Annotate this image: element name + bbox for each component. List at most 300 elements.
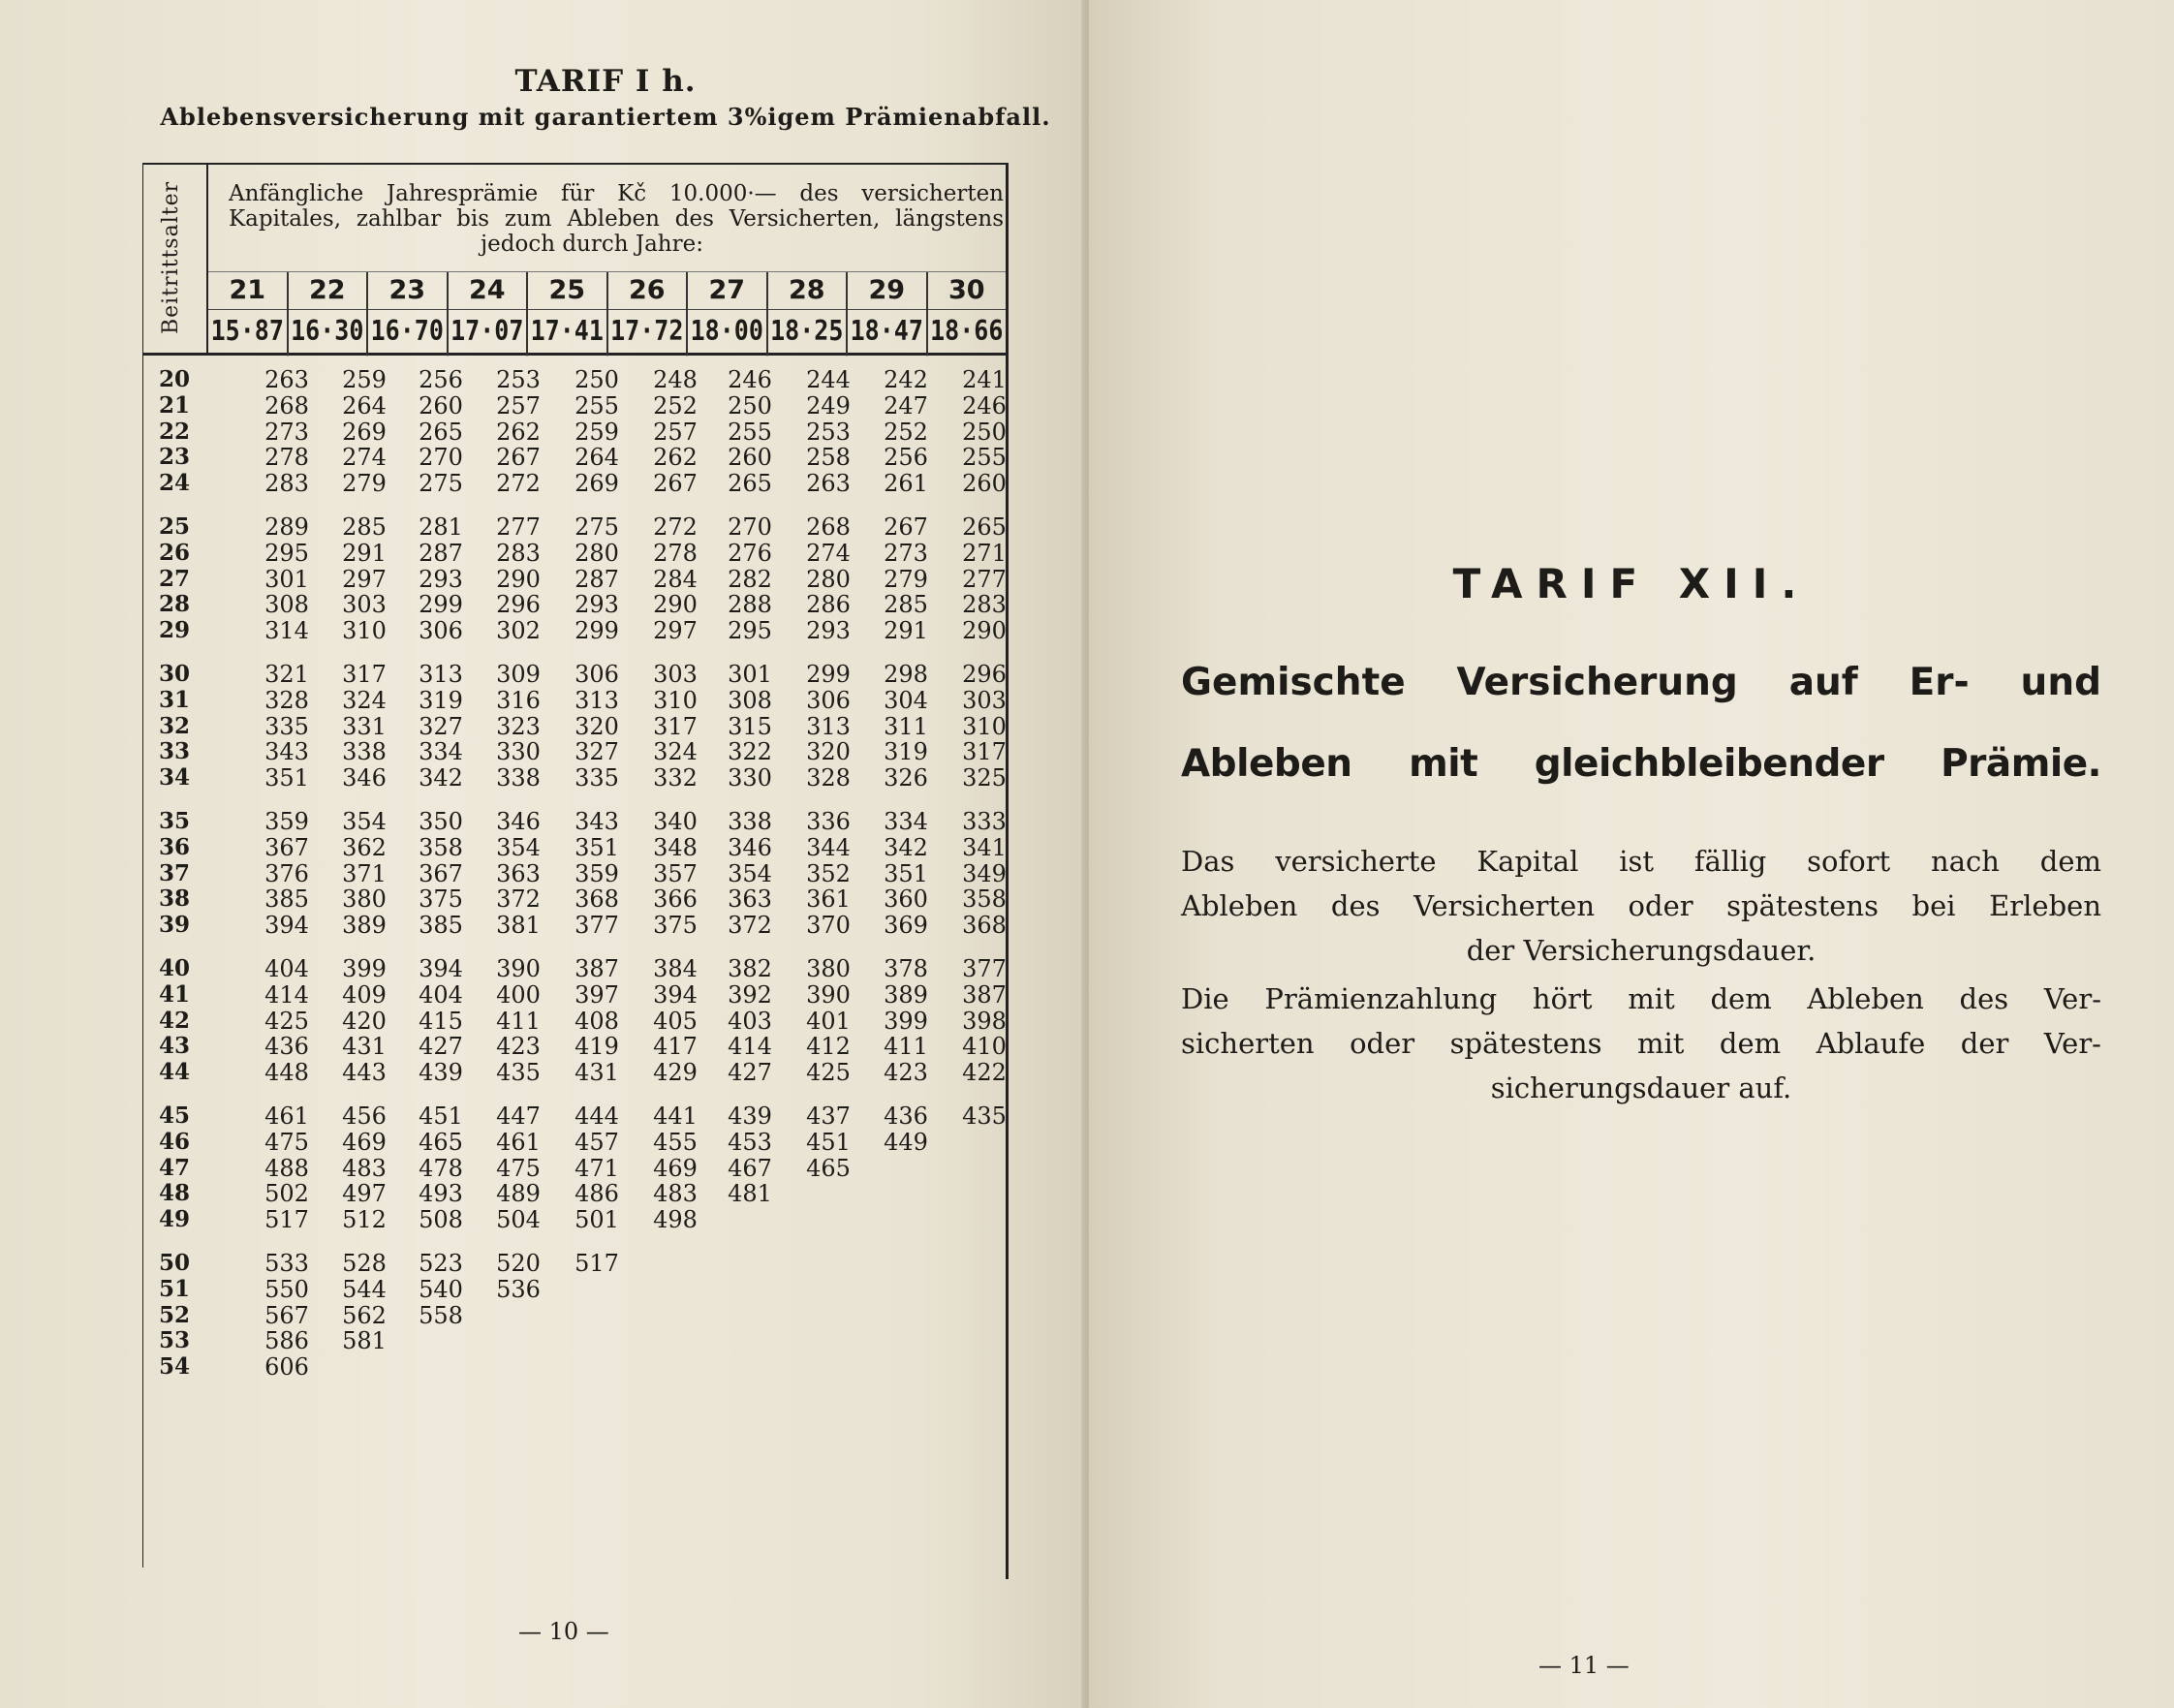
premium-value: 255 [962, 444, 1007, 472]
premium-value: 471 [575, 1154, 619, 1182]
premium-value: 261 [884, 470, 928, 498]
entry-age: 27 [158, 565, 190, 592]
premium-value: 277 [962, 565, 1007, 593]
premium-value: 417 [653, 1033, 698, 1061]
entry-age: 44 [158, 1059, 190, 1086]
premium-value: 384 [653, 955, 698, 982]
premium-value: 504 [496, 1206, 541, 1234]
premium-value: 350 [419, 808, 463, 835]
premium-value: 517 [575, 1250, 619, 1277]
premium-value: 497 [342, 1180, 387, 1208]
premium-value: 385 [419, 912, 463, 940]
premium-value: 275 [419, 470, 463, 498]
premium-value: 287 [575, 565, 619, 593]
premium-value: 381 [496, 912, 541, 940]
premium-value: 268 [264, 391, 309, 419]
premium-value: 321 [264, 661, 309, 688]
entry-age: 26 [158, 539, 190, 566]
entry-age: 49 [158, 1206, 190, 1233]
premium-value: 342 [419, 764, 463, 792]
premium-value: 299 [575, 617, 619, 645]
premium-value: 269 [342, 418, 387, 446]
premium-value: 389 [884, 980, 928, 1009]
premium-value: 483 [653, 1180, 698, 1208]
premium-value: 401 [806, 1007, 851, 1035]
premium-value: 320 [806, 738, 851, 766]
premium-value: 260 [962, 470, 1007, 498]
premium-value: 336 [806, 808, 851, 835]
premium-value: 328 [264, 686, 309, 714]
premium-value: 313 [575, 686, 619, 714]
premium-value: 276 [728, 539, 772, 567]
premium-value: 306 [806, 686, 851, 714]
premium-value: 351 [884, 859, 928, 887]
entry-age: 21 [158, 391, 190, 419]
premium-value: 244 [806, 366, 851, 393]
premium-value: 287 [419, 539, 463, 567]
premium-value: 334 [419, 738, 463, 766]
premium-value: 257 [496, 391, 541, 419]
premium-value: 310 [962, 712, 1007, 740]
premium-value: 361 [806, 885, 851, 914]
premium-value: 315 [728, 712, 772, 740]
premium-value: 328 [806, 764, 851, 792]
premium-value: 316 [496, 686, 541, 714]
premium-value: 270 [419, 444, 463, 472]
premium-value: 242 [884, 366, 928, 393]
premium-value: 267 [653, 470, 698, 498]
premium-value: 250 [962, 418, 1007, 446]
premium-value: 382 [728, 955, 772, 982]
year-header: 24 [447, 272, 527, 309]
page-number: — 10 — [518, 1618, 609, 1645]
premium-value: 354 [496, 833, 541, 861]
premium-value: 408 [575, 1007, 619, 1035]
premium-value: 488 [264, 1154, 309, 1182]
entry-age: 33 [158, 738, 190, 765]
entry-age: 20 [158, 366, 190, 392]
entry-age: 35 [158, 808, 190, 834]
premium-value: 363 [728, 885, 772, 914]
premium-value: 481 [728, 1180, 772, 1208]
premium-value: 352 [806, 859, 851, 887]
year-header: 29 [846, 272, 926, 309]
entry-age: 29 [158, 617, 190, 644]
premium-value: 330 [728, 764, 772, 792]
premium-value: 272 [496, 470, 541, 498]
premium-value: 385 [264, 885, 309, 914]
entry-age: 52 [158, 1301, 190, 1328]
premium-value: 451 [806, 1128, 851, 1156]
premium-value: 380 [806, 955, 851, 982]
premium-value: 370 [806, 912, 851, 940]
premium-value: 290 [496, 565, 541, 593]
premium-value: 528 [342, 1250, 387, 1277]
premium-value: 483 [342, 1154, 387, 1182]
premium-value: 606 [264, 1353, 309, 1382]
premium-value: 340 [653, 808, 698, 835]
premium-value: 293 [575, 591, 619, 619]
premium-value: 469 [653, 1154, 698, 1182]
premium-value: 275 [575, 513, 619, 541]
premium-value: 411 [884, 1033, 928, 1061]
premium-value: 344 [806, 833, 851, 861]
premium-value: 399 [342, 955, 387, 982]
premium-value: 371 [342, 859, 387, 887]
premium-value: 285 [342, 513, 387, 541]
premium-value: 425 [806, 1059, 851, 1087]
premium-value: 397 [575, 980, 619, 1009]
premium-value: 270 [728, 513, 772, 541]
premium-value: 260 [728, 444, 772, 472]
premium-value: 309 [496, 661, 541, 688]
premium-value: 334 [884, 808, 928, 835]
paragraph-line: sicherungsdauer auf. [1490, 1071, 1792, 1104]
table-top-rule [142, 163, 1009, 165]
premium-value: 469 [342, 1128, 387, 1156]
premium-value: 550 [264, 1275, 309, 1303]
premium-value: 439 [419, 1059, 463, 1087]
premium-value: 437 [806, 1102, 851, 1130]
factor-cell: 18·25 [766, 307, 847, 357]
premium-value: 351 [575, 833, 619, 861]
premium-value: 360 [884, 885, 928, 914]
premium-value: 263 [806, 470, 851, 498]
entry-age: 50 [158, 1250, 190, 1276]
premium-value: 387 [575, 955, 619, 982]
year-header: 27 [686, 272, 766, 309]
premium-value: 304 [884, 686, 928, 714]
premium-value: 258 [806, 444, 851, 472]
premium-value: 303 [653, 661, 698, 688]
entry-age: 38 [158, 885, 190, 913]
premium-value: 536 [496, 1275, 541, 1303]
paragraph-line: der Versicherungsdauer. [1466, 934, 1817, 967]
tarif-title: TARIF I h. [514, 64, 697, 99]
premium-value: 301 [728, 661, 772, 688]
premium-value: 390 [496, 955, 541, 982]
premium-value: 436 [884, 1102, 928, 1130]
premium-value: 342 [884, 833, 928, 861]
premium-value: 255 [728, 418, 772, 446]
premium-value: 289 [264, 513, 309, 541]
premium-value: 280 [806, 565, 851, 593]
premium-value: 283 [264, 470, 309, 498]
premium-value: 257 [653, 418, 698, 446]
premium-value: 319 [884, 738, 928, 766]
entry-age: 45 [158, 1102, 190, 1129]
premium-value: 291 [884, 617, 928, 645]
entry-age: 43 [158, 1033, 190, 1060]
premium-value: 423 [884, 1059, 928, 1087]
entry-age: 53 [158, 1327, 190, 1354]
premium-value: 253 [806, 418, 851, 446]
premium-value: 399 [884, 1007, 928, 1035]
premium-value: 317 [342, 661, 387, 688]
premium-value: 278 [653, 539, 698, 567]
premium-value: 341 [962, 833, 1007, 861]
premium-value: 282 [728, 565, 772, 593]
premium-value: 303 [962, 686, 1007, 714]
premium-value: 455 [653, 1128, 698, 1156]
premium-value: 271 [962, 539, 1007, 567]
premium-value: 256 [884, 444, 928, 472]
premium-value: 280 [575, 539, 619, 567]
premium-value: 320 [575, 712, 619, 740]
premium-value: 443 [342, 1059, 387, 1087]
premium-value: 343 [575, 808, 619, 835]
premium-value: 277 [496, 513, 541, 541]
premium-value: 465 [806, 1154, 851, 1182]
entry-age: 48 [158, 1180, 190, 1207]
premium-value: 429 [653, 1059, 698, 1087]
premium-value: 410 [962, 1033, 1007, 1061]
entry-age: 23 [158, 444, 190, 471]
premium-value: 299 [419, 591, 463, 619]
premium-value: 281 [419, 513, 463, 541]
premium-value: 284 [653, 565, 698, 593]
premium-value: 377 [575, 912, 619, 940]
premium-value: 308 [264, 591, 309, 619]
premium-value: 467 [728, 1154, 772, 1182]
premium-value: 256 [419, 366, 463, 393]
premium-value: 363 [496, 859, 541, 887]
table-left-rule [142, 163, 143, 1568]
premium-value: 343 [264, 738, 309, 766]
premium-value: 436 [264, 1033, 309, 1061]
premium-value: 412 [806, 1033, 851, 1061]
premium-value: 265 [728, 470, 772, 498]
premium-value: 314 [264, 617, 309, 645]
premium-value: 302 [496, 617, 541, 645]
premium-value: 338 [728, 808, 772, 835]
premium-value: 313 [806, 712, 851, 740]
premium-value: 290 [962, 617, 1007, 645]
entry-age: 36 [158, 833, 190, 860]
entry-age: 28 [158, 591, 190, 618]
premium-value: 501 [575, 1206, 619, 1234]
premium-value: 325 [962, 764, 1007, 792]
premium-value: 273 [884, 539, 928, 567]
premium-value: 279 [342, 470, 387, 498]
premium-value: 252 [653, 391, 698, 419]
premium-value: 431 [342, 1033, 387, 1061]
premium-value: 368 [575, 885, 619, 914]
entry-age: 24 [158, 470, 190, 497]
premium-value: 493 [419, 1180, 463, 1208]
premium-value: 404 [419, 980, 463, 1009]
premium-value: 319 [419, 686, 463, 714]
premium-value: 404 [264, 955, 309, 982]
premium-value: 296 [962, 661, 1007, 688]
premium-value: 253 [496, 366, 541, 393]
premium-value: 354 [342, 808, 387, 835]
premium-value: 394 [264, 912, 309, 940]
premium-value: 456 [342, 1102, 387, 1130]
premium-value: 279 [884, 565, 928, 593]
premium-value: 508 [419, 1206, 463, 1234]
premium-value: 423 [496, 1033, 541, 1061]
premium-value: 246 [728, 366, 772, 393]
premium-value: 299 [806, 661, 851, 688]
premium-value: 369 [884, 912, 928, 940]
premium-value: 377 [962, 955, 1007, 982]
premium-value: 520 [496, 1250, 541, 1277]
premium-value: 267 [496, 444, 541, 472]
premium-value: 306 [419, 617, 463, 645]
premium-value: 453 [728, 1128, 772, 1156]
premium-value: 394 [653, 980, 698, 1009]
paragraph-line: Das versicherte Kapital ist fällig sofort nach dem [1181, 845, 2101, 878]
premium-value: 272 [653, 513, 698, 541]
premium-value: 449 [884, 1128, 928, 1156]
premium-value: 283 [962, 591, 1007, 619]
left-page [0, 0, 1085, 1708]
premium-value: 375 [419, 885, 463, 914]
premium-value: 295 [264, 539, 309, 567]
premium-value: 357 [653, 859, 698, 887]
premium-value: 372 [496, 885, 541, 914]
premium-value: 273 [264, 418, 309, 446]
premium-value: 348 [653, 833, 698, 861]
premium-value: 457 [575, 1128, 619, 1156]
premium-value: 335 [264, 712, 309, 740]
premium-value: 400 [496, 980, 541, 1009]
premium-value: 346 [496, 808, 541, 835]
premium-value: 293 [419, 565, 463, 593]
premium-value: 346 [728, 833, 772, 861]
premium-value: 324 [653, 738, 698, 766]
year-header: 22 [287, 272, 367, 309]
entry-age: 34 [158, 764, 190, 792]
premium-value: 389 [342, 912, 387, 940]
premium-value: 248 [653, 366, 698, 393]
factor-cell: 17·07 [447, 307, 527, 357]
premium-value: 317 [653, 712, 698, 740]
premium-value: 247 [884, 391, 928, 419]
premium-value: 387 [962, 980, 1007, 1009]
premium-value: 333 [962, 808, 1007, 835]
premium-value: 419 [575, 1033, 619, 1061]
entry-age: 47 [158, 1154, 190, 1181]
premium-value: 301 [264, 565, 309, 593]
premium-value: 351 [264, 764, 309, 792]
premium-value: 431 [575, 1059, 619, 1087]
premium-value: 290 [653, 591, 698, 619]
premium-value: 439 [728, 1102, 772, 1130]
factor-cell: 15·87 [210, 314, 284, 348]
premium-value: 475 [496, 1154, 541, 1182]
premium-value: 259 [342, 366, 387, 393]
tarif-heading-line: Ableben mit gleichbleibender Prämie. [1181, 742, 2101, 786]
premium-value: 380 [342, 885, 387, 914]
premium-value: 517 [264, 1206, 309, 1234]
factors-row [208, 310, 1006, 353]
tarif-subtitle: Ablebensversicherung mit garantiertem 3%igem Prämienabfall. [160, 103, 1051, 131]
premium-value: 317 [962, 738, 1007, 766]
premium-value: 241 [962, 366, 1007, 393]
premium-value: 255 [575, 391, 619, 419]
premium-value: 332 [653, 764, 698, 792]
premium-value: 262 [496, 418, 541, 446]
premium-value: 427 [419, 1033, 463, 1061]
premium-value: 425 [264, 1007, 309, 1035]
premium-value: 295 [728, 617, 772, 645]
premium-value: 349 [962, 859, 1007, 887]
premium-value: 489 [496, 1180, 541, 1208]
premium-value: 544 [342, 1275, 387, 1303]
premium-value: 249 [806, 391, 851, 419]
paragraph-line: Die Prämienzahlung hört mit dem Ableben des Ver- [1181, 982, 2101, 1015]
premium-value: 558 [419, 1301, 463, 1329]
premium-value: 327 [575, 738, 619, 766]
premium-value: 358 [419, 833, 463, 861]
premium-value: 427 [728, 1059, 772, 1087]
premium-value: 297 [653, 617, 698, 645]
premium-value: 398 [962, 1007, 1007, 1035]
entry-age: 25 [158, 513, 190, 540]
premium-value: 322 [728, 738, 772, 766]
premium-value: 378 [884, 955, 928, 982]
table-header-line: Kapitales, zahlbar bis zum Ableben des Versicherten, längstens [229, 206, 1004, 232]
premium-value: 394 [419, 955, 463, 982]
entry-age: 30 [158, 661, 190, 687]
premium-value: 335 [575, 764, 619, 792]
premium-value: 310 [342, 617, 387, 645]
premium-value: 414 [264, 980, 309, 1009]
premium-value: 265 [419, 418, 463, 446]
year-header: 30 [926, 272, 1007, 309]
premium-value: 540 [419, 1275, 463, 1303]
premium-value: 444 [575, 1102, 619, 1130]
years-row [208, 271, 1006, 310]
premium-value: 366 [653, 885, 698, 914]
premium-value: 414 [728, 1033, 772, 1061]
premium-value: 274 [342, 444, 387, 472]
premium-value: 286 [806, 591, 851, 619]
premium-value: 367 [264, 833, 309, 861]
premium-value: 278 [264, 444, 309, 472]
premium-value: 461 [264, 1102, 309, 1130]
premium-value: 291 [342, 539, 387, 567]
premium-value: 324 [342, 686, 387, 714]
premium-value: 354 [728, 859, 772, 887]
factor-cell: 18·66 [926, 307, 1007, 357]
premium-value: 311 [884, 712, 928, 740]
factor-cell: 17·41 [526, 307, 606, 357]
premium-value: 267 [884, 513, 928, 541]
premium-value: 362 [342, 833, 387, 861]
year-header: 28 [766, 272, 847, 309]
premium-value: 581 [342, 1327, 387, 1355]
factor-cell: 16·70 [366, 307, 447, 357]
premium-value: 293 [806, 617, 851, 645]
premium-value: 392 [728, 980, 772, 1009]
premium-value: 375 [653, 912, 698, 940]
factor-cell: 18·00 [686, 307, 766, 357]
premium-value: 567 [264, 1301, 309, 1329]
premium-value: 465 [419, 1128, 463, 1156]
premium-value: 448 [264, 1059, 309, 1087]
premium-value: 274 [806, 539, 851, 567]
premium-value: 435 [496, 1059, 541, 1087]
premium-value: 411 [496, 1007, 541, 1035]
entry-age: 54 [158, 1353, 190, 1381]
premium-value: 297 [342, 565, 387, 593]
premium-value: 260 [419, 391, 463, 419]
premium-value: 303 [342, 591, 387, 619]
right-page [1089, 0, 2174, 1708]
